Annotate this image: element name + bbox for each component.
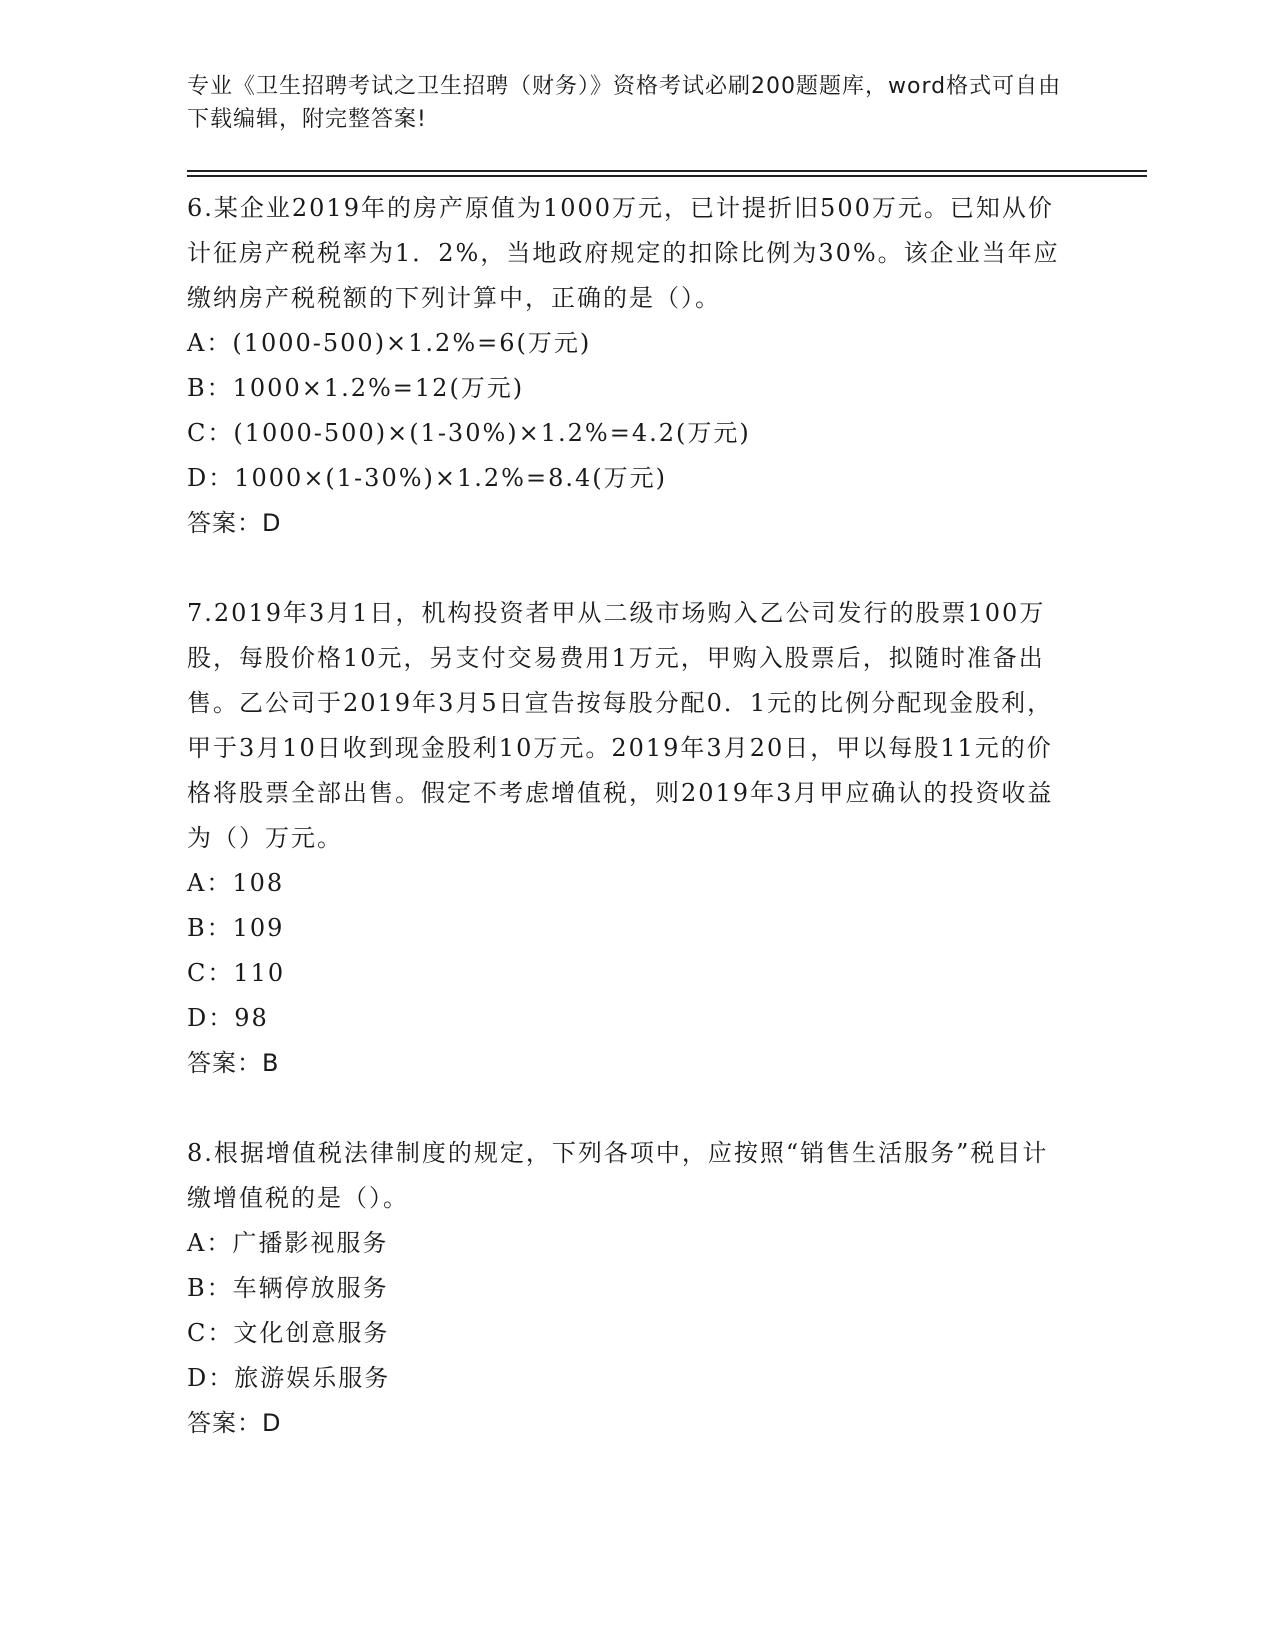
option-a: A：(1000-500)×1.2%=6(万元) xyxy=(187,329,592,357)
question-stem: 6.某企业2019年的房产原值为1000万元，已计提折旧500万元。已知从价计征房产税税率为1．2%，当地政府规定的扣除比例为30%。该企业当年应缴纳房产税税额的下列计算中，正确的是（）。 xyxy=(187,194,1060,312)
answer-label: 答案：D xyxy=(187,509,282,537)
divider-line-top xyxy=(187,170,1147,172)
option-a: A：广播影视服务 xyxy=(187,1229,389,1257)
question-list xyxy=(187,186,1147,1446)
option-d: D：旅游娱乐服务 xyxy=(187,1364,391,1392)
header-divider xyxy=(187,170,1147,177)
question-7 xyxy=(187,591,1147,1086)
option-d: D：1000×(1-30%)×1.2%=8.4(万元) xyxy=(187,464,667,492)
document-page xyxy=(187,70,1147,1446)
option-b: B：109 xyxy=(187,914,285,942)
option-c: C：(1000-500)×(1-30%)×1.2%=4.2(万元) xyxy=(187,419,751,447)
answer-label: 答案：B xyxy=(187,1049,280,1077)
option-list xyxy=(187,321,1147,501)
option-a: A：108 xyxy=(187,869,285,897)
question-stem: 8.根据增值税法律制度的规定，下列各项中，应按照“销售生活服务”税目计缴增值税的是（）。 xyxy=(187,1139,1049,1212)
option-b: B：1000×1.2%=12(万元) xyxy=(187,374,525,402)
divider-line-bottom xyxy=(187,175,1147,177)
question-spacer xyxy=(187,546,1147,591)
option-list xyxy=(187,861,1147,1041)
option-list xyxy=(187,1221,1147,1401)
option-b: B：车辆停放服务 xyxy=(187,1274,389,1302)
question-spacer xyxy=(187,1086,1147,1131)
option-c: C：110 xyxy=(187,959,286,987)
answer-label: 答案：D xyxy=(187,1409,282,1437)
option-c: C：文化创意服务 xyxy=(187,1319,390,1347)
question-stem: 7.2019年3月1日，机构投资者甲从二级市场购入乙公司发行的股票100万股，每股价格10元，另支付交易费用1万元，甲购入股票后，拟随时准备出售。乙公司于2019年3月5日宣告按每股分配0．1元的比例分配现金股利，甲于3月10日收到现金股利10万元。2019年3月20日，甲以每股11元的价格将股票全部出售。假定不考虑增值税，则2019年3月甲应确认的投资收益为（）万元。 xyxy=(187,599,1054,852)
option-d: D：98 xyxy=(187,1004,269,1032)
question-8 xyxy=(187,1131,1147,1446)
document-header: 专业《卫生招聘考试之卫生招聘（财务）》资格考试必刷200题题库，word格式可自由下载编辑，附完整答案! xyxy=(187,74,1062,132)
question-6 xyxy=(187,186,1147,546)
